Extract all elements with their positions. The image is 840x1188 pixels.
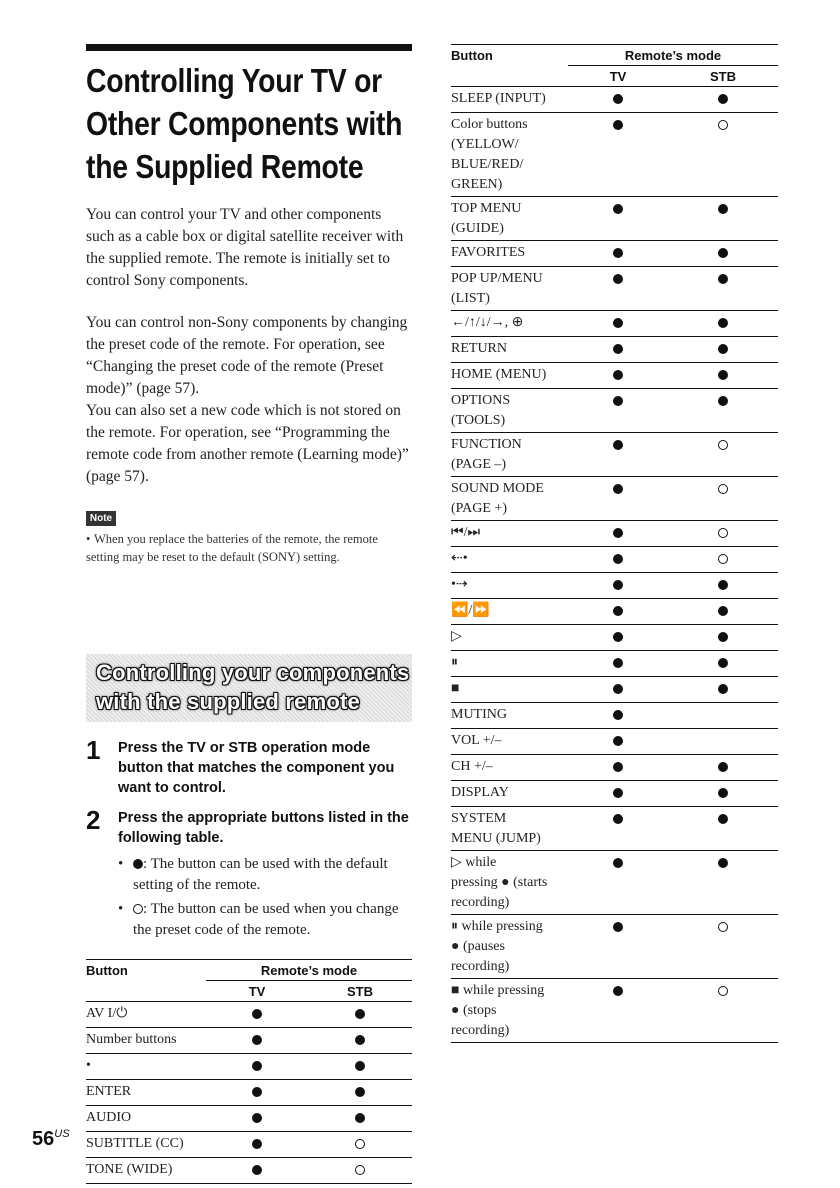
filled-circle-icon — [613, 736, 623, 746]
filled-circle-icon — [613, 762, 623, 772]
stb-cell — [668, 363, 778, 389]
stb-cell — [668, 87, 778, 113]
button-name-cell: ⏮/⏭ — [451, 521, 568, 547]
table-row — [451, 433, 778, 477]
button-name-cell: DISPLAY — [451, 781, 568, 807]
table-row — [451, 573, 778, 599]
table-row — [451, 267, 778, 311]
tv-cell — [568, 477, 668, 521]
button-name-cell: ⏪/⏩ — [451, 599, 568, 625]
tv-cell — [568, 433, 668, 477]
tv-cell — [568, 363, 668, 389]
table-row — [86, 1080, 412, 1106]
filled-circle-icon — [718, 204, 728, 214]
filled-circle-icon — [355, 1061, 365, 1071]
table-row — [86, 1028, 412, 1054]
step-1 — [86, 735, 412, 798]
tv-cell — [568, 573, 668, 599]
table-row — [451, 87, 778, 113]
filled-circle-icon — [718, 580, 728, 590]
tv-cell — [568, 337, 668, 363]
stb-cell — [668, 113, 778, 197]
button-name-cell: ←/↑/↓/→, ⊕ — [451, 311, 568, 337]
tv-cell — [206, 1158, 308, 1184]
table-row — [451, 197, 778, 241]
filled-circle-icon — [613, 858, 623, 868]
tv-cell — [206, 1028, 308, 1054]
tv-cell — [568, 755, 668, 781]
step-text: Press the appropriate buttons listed in the following table. — [118, 810, 409, 846]
preset-paragraph — [86, 312, 412, 488]
stb-cell — [668, 851, 778, 915]
filled-circle-icon — [252, 1113, 262, 1123]
button-name-cell: ▷ while pressing ● (starts recording) — [451, 851, 568, 915]
stb-cell — [668, 241, 778, 267]
table-row — [451, 625, 778, 651]
filled-circle-icon — [355, 1009, 365, 1019]
tv-cell — [206, 1002, 308, 1028]
stb-cell — [668, 729, 778, 755]
open-circle-icon — [718, 986, 728, 996]
filled-circle-icon — [613, 658, 623, 668]
filled-circle-icon — [252, 1009, 262, 1019]
filled-circle-icon — [355, 1113, 365, 1123]
stb-cell — [668, 573, 778, 599]
filled-circle-icon — [613, 632, 623, 642]
filled-circle-icon — [718, 788, 728, 798]
header-tv: TV — [609, 68, 627, 84]
legend-list — [118, 854, 412, 941]
tv-cell — [206, 1054, 308, 1080]
filled-circle-icon — [718, 858, 728, 868]
note-body: When you replace the batteries of the remote, the remote setting may be reset to the default (SONY) setting. — [86, 532, 378, 564]
open-circle-icon — [718, 484, 728, 494]
filled-circle-icon — [613, 580, 623, 590]
tv-cell — [568, 547, 668, 573]
tv-cell — [568, 807, 668, 851]
tv-cell — [206, 1080, 308, 1106]
stb-cell — [668, 311, 778, 337]
filled-circle-icon — [718, 632, 728, 642]
stb-cell — [668, 651, 778, 677]
tv-cell — [568, 851, 668, 915]
open-circle-icon — [355, 1139, 365, 1149]
tv-cell — [568, 677, 668, 703]
note-bullet: • — [86, 532, 91, 546]
tv-cell — [568, 703, 668, 729]
filled-circle-icon — [613, 344, 623, 354]
filled-circle-icon — [355, 1087, 365, 1097]
button-name-cell: AUDIO — [86, 1106, 206, 1132]
filled-circle-icon — [613, 684, 623, 694]
filled-circle-icon — [613, 94, 623, 104]
open-circle-icon — [718, 120, 728, 130]
stb-cell — [308, 1132, 412, 1158]
filled-circle-icon — [613, 554, 623, 564]
note-text — [86, 530, 412, 566]
header-tv: TV — [248, 983, 266, 999]
filled-circle-icon — [613, 606, 623, 616]
filled-circle-icon — [613, 986, 623, 996]
legend-filled: • : The button can be used with the default setting of the remote. — [118, 856, 388, 893]
button-name-cell: FUNCTION (PAGE –) — [451, 433, 568, 477]
stb-cell — [668, 547, 778, 573]
table-row — [451, 113, 778, 197]
table-row — [451, 729, 778, 755]
tv-cell — [568, 241, 668, 267]
table-row — [451, 651, 778, 677]
header-stb: STB — [347, 983, 373, 999]
stb-cell — [668, 625, 778, 651]
button-name-cell: OPTIONS (TOOLS) — [451, 389, 568, 433]
open-circle-icon — [133, 904, 143, 914]
button-name-cell: AV I/⏻ — [86, 1002, 206, 1028]
stb-cell — [668, 781, 778, 807]
filled-circle-icon — [252, 1165, 262, 1175]
stb-cell — [668, 755, 778, 781]
table-row — [86, 1002, 412, 1028]
filled-circle-icon — [718, 94, 728, 104]
button-name-cell: TOP MENU (GUIDE) — [451, 197, 568, 241]
stb-cell — [308, 1106, 412, 1132]
stb-cell — [668, 677, 778, 703]
step-number: 1 — [86, 735, 101, 765]
page-title: Controlling Your TV or Other Components with the Supplied Remote — [86, 62, 403, 185]
table-row — [451, 599, 778, 625]
page-number: $56^{US}$ — [32, 1128, 70, 1150]
filled-circle-icon — [613, 120, 623, 130]
table-row — [86, 1158, 412, 1184]
right-column — [451, 44, 778, 1043]
tv-cell — [568, 113, 668, 197]
header-button: Button — [451, 45, 568, 66]
filled-circle-icon — [718, 248, 728, 258]
filled-circle-icon — [613, 710, 623, 720]
note-icon: Note — [86, 511, 116, 526]
stb-cell — [308, 1080, 412, 1106]
filled-circle-icon — [613, 528, 623, 538]
button-name-cell: CH +/– — [451, 755, 568, 781]
tv-cell — [206, 1132, 308, 1158]
section-heading: Controlling your components with the supplied remote — [96, 660, 410, 714]
tv-cell — [568, 915, 668, 979]
table-row — [451, 677, 778, 703]
filled-circle-icon — [718, 274, 728, 284]
filled-circle-icon — [252, 1061, 262, 1071]
filled-circle-icon — [613, 922, 623, 932]
table-row — [451, 547, 778, 573]
table-row — [451, 241, 778, 267]
table-row — [451, 337, 778, 363]
filled-circle-icon — [613, 274, 623, 284]
open-circle-icon — [718, 922, 728, 932]
stb-cell — [308, 1158, 412, 1184]
stb-cell — [308, 1002, 412, 1028]
filled-circle-icon — [718, 318, 728, 328]
button-name-cell: •⇢ — [451, 573, 568, 599]
intro-paragraph — [86, 204, 412, 292]
tv-cell — [568, 87, 668, 113]
button-name-cell: ENTER — [86, 1080, 206, 1106]
filled-circle-icon — [718, 606, 728, 616]
filled-circle-icon — [613, 440, 623, 450]
open-circle-icon — [355, 1165, 365, 1175]
button-name-cell: SUBTITLE (CC) — [86, 1132, 206, 1158]
filled-circle-icon — [718, 344, 728, 354]
tv-cell — [568, 197, 668, 241]
filled-circle-icon — [718, 396, 728, 406]
section-banner — [86, 654, 412, 722]
tv-cell — [568, 311, 668, 337]
table-row — [451, 755, 778, 781]
filled-circle-icon — [613, 484, 623, 494]
table-row — [451, 915, 778, 979]
button-name-cell: ▷ — [451, 625, 568, 651]
button-name-cell: • — [86, 1054, 206, 1080]
stb-cell — [308, 1028, 412, 1054]
button-name-cell: ⏸ while pressing ● (pauses recording) — [451, 915, 568, 979]
stb-cell — [668, 337, 778, 363]
filled-circle-icon — [718, 370, 728, 380]
title-rule — [86, 44, 412, 51]
button-name-cell: ⇠• — [451, 547, 568, 573]
stb-cell — [668, 197, 778, 241]
filled-circle-icon — [718, 814, 728, 824]
filled-circle-icon — [613, 248, 623, 258]
stb-cell — [668, 807, 778, 851]
filled-circle-icon — [252, 1139, 262, 1149]
button-name-cell: HOME (MENU) — [451, 363, 568, 389]
filled-circle-icon — [252, 1035, 262, 1045]
intro-text-2a: You can control non-Sony components by changing the preset code of the remote. For operation, see “Changing the preset code of the remote (Preset mode)” (page 57). — [86, 314, 408, 397]
stb-cell — [668, 979, 778, 1043]
button-name-cell: SLEEP (INPUT) — [451, 87, 568, 113]
button-name-cell: Color buttons (YELLOW/ BLUE/RED/ GREEN) — [451, 113, 568, 197]
filled-circle-icon — [133, 859, 143, 869]
open-circle-icon — [718, 554, 728, 564]
stb-cell — [668, 267, 778, 311]
button-name-cell: POP UP/MENU (LIST) — [451, 267, 568, 311]
stb-cell — [668, 599, 778, 625]
filled-circle-icon — [613, 814, 623, 824]
button-table-right — [451, 44, 778, 1043]
table-row — [451, 781, 778, 807]
stb-cell — [668, 703, 778, 729]
filled-circle-icon — [718, 762, 728, 772]
header-button: Button — [86, 960, 206, 981]
stb-cell — [668, 433, 778, 477]
button-name-cell: MUTING — [451, 703, 568, 729]
table-row — [451, 311, 778, 337]
tv-cell — [568, 781, 668, 807]
button-name-cell: TONE (WIDE) — [86, 1158, 206, 1184]
button-name-cell: ⏸ — [451, 651, 568, 677]
step-number: 2 — [86, 805, 101, 835]
button-name-cell: VOL +/– — [451, 729, 568, 755]
stb-cell — [668, 521, 778, 547]
tv-cell — [568, 651, 668, 677]
tv-cell — [568, 521, 668, 547]
filled-circle-icon — [252, 1087, 262, 1097]
button-name-cell: Number buttons — [86, 1028, 206, 1054]
button-table-left — [86, 959, 412, 1184]
table-row — [86, 1106, 412, 1132]
button-name-cell: SOUND MODE (PAGE +) — [451, 477, 568, 521]
tv-cell — [568, 979, 668, 1043]
filled-circle-icon — [355, 1035, 365, 1045]
tv-cell — [568, 389, 668, 433]
button-name-cell: RETURN — [451, 337, 568, 363]
header-mode: Remote’s mode — [568, 45, 778, 66]
button-name-cell: FAVORITES — [451, 241, 568, 267]
table-row — [451, 851, 778, 915]
header-mode: Remote’s mode — [206, 960, 412, 981]
legend-open: • : The button can be used when you change the preset code of the remote. — [118, 901, 399, 938]
table-row — [451, 807, 778, 851]
header-stb: STB — [710, 68, 736, 84]
tv-cell — [206, 1106, 308, 1132]
table-row — [451, 703, 778, 729]
intro-text-2b: You can also set a new code which is not stored on the remote. For operation, see “Programming the remote code from another remote (Learning mode)” (page 57). — [86, 402, 409, 485]
table-row — [86, 1054, 412, 1080]
button-name-cell: SYSTEM MENU (JUMP) — [451, 807, 568, 851]
button-name-cell: ■ while pressing ● (stops recording) — [451, 979, 568, 1043]
table-row — [451, 363, 778, 389]
table-row — [451, 521, 778, 547]
filled-circle-icon — [613, 396, 623, 406]
table-row — [451, 979, 778, 1043]
tv-cell — [568, 729, 668, 755]
table-row — [86, 1132, 412, 1158]
step-2 — [86, 805, 412, 941]
tv-cell — [568, 599, 668, 625]
intro-text-1: You can control your TV and other components such as a cable box or digital satellite receiver with the supplied remote. The remote is initially set to control Sony components. — [86, 206, 404, 289]
tv-cell — [568, 267, 668, 311]
filled-circle-icon — [718, 658, 728, 668]
stb-cell — [668, 389, 778, 433]
button-name-cell: ■ — [451, 677, 568, 703]
table-row — [451, 477, 778, 521]
step-text: Press the TV or STB operation mode button that matches the component you want to control. — [118, 740, 395, 796]
filled-circle-icon — [613, 318, 623, 328]
table-row — [451, 389, 778, 433]
stb-cell — [668, 477, 778, 521]
stb-cell — [668, 915, 778, 979]
left-column — [86, 44, 412, 1184]
open-circle-icon — [718, 440, 728, 450]
filled-circle-icon — [718, 684, 728, 694]
filled-circle-icon — [613, 788, 623, 798]
open-circle-icon — [718, 528, 728, 538]
filled-circle-icon — [613, 370, 623, 380]
tv-cell — [568, 625, 668, 651]
stb-cell — [308, 1054, 412, 1080]
filled-circle-icon — [613, 204, 623, 214]
